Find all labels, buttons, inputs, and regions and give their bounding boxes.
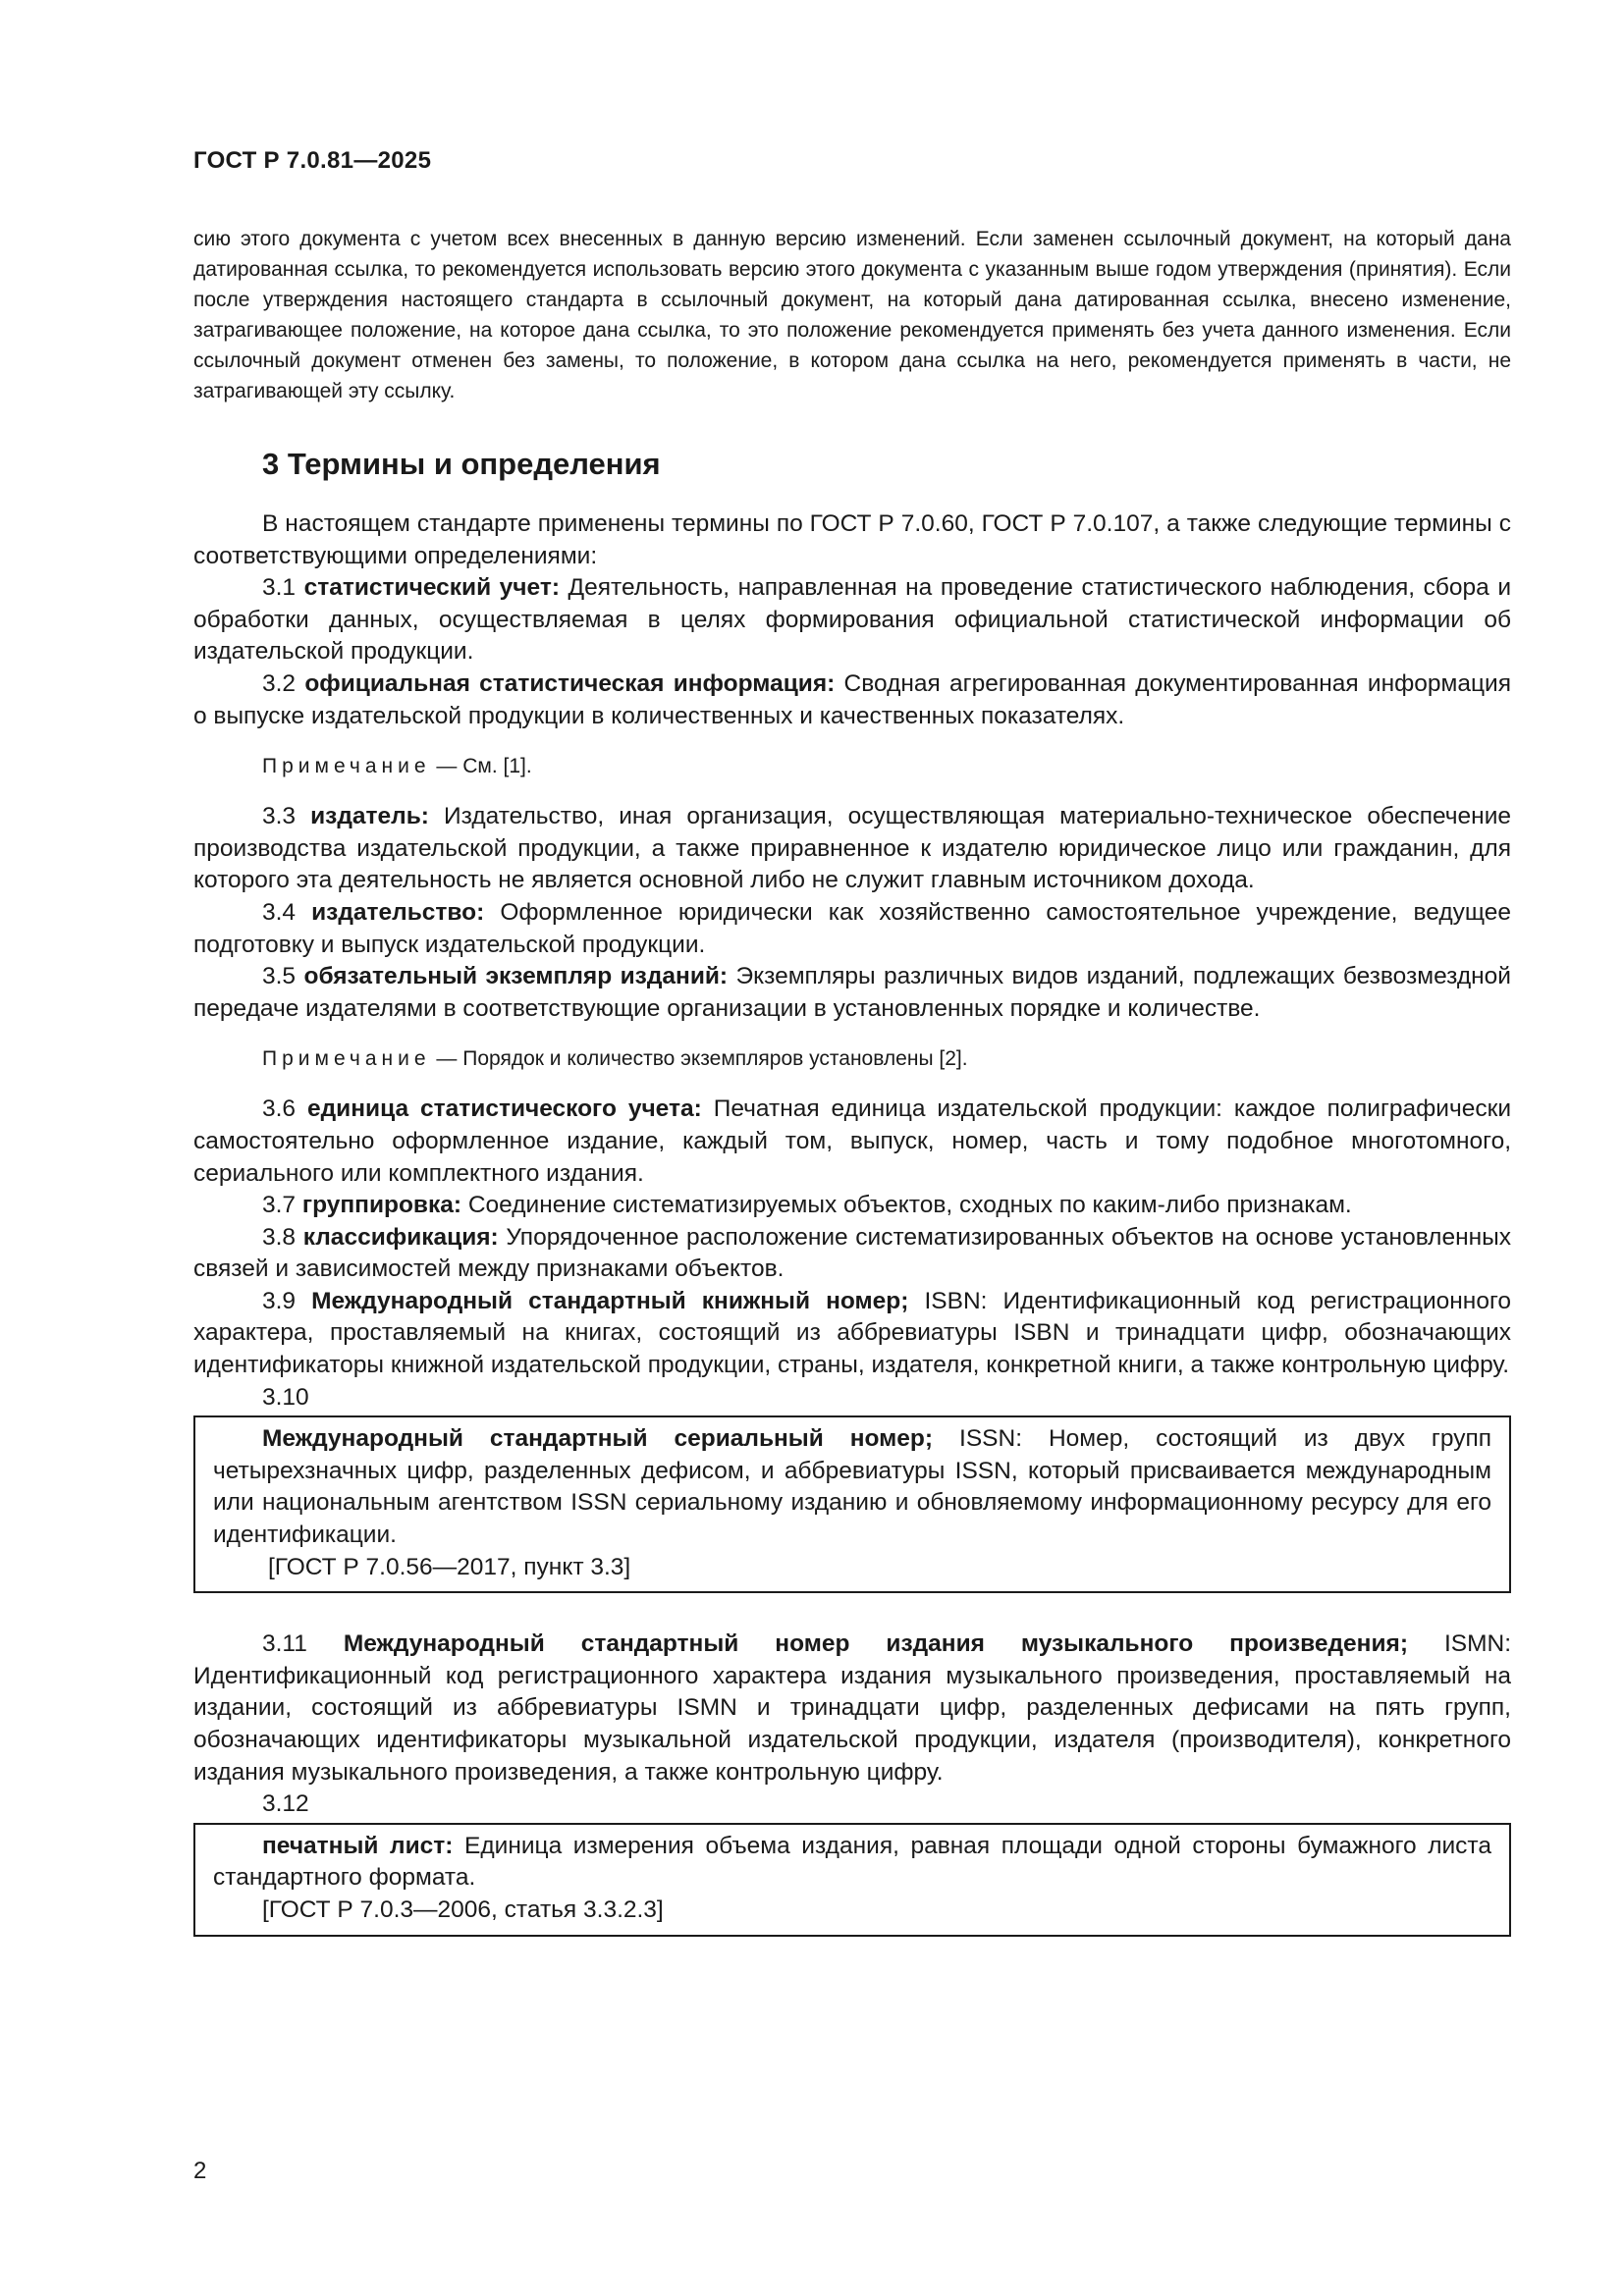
term-definition: Оформленное юридически как хозяйственно самостоятельное учреждение, ведущее подготовку и выпуск издательской продукции. — [193, 898, 1512, 958]
term-3-11 — [193, 1629, 1511, 1789]
term-3-10 — [213, 1423, 1491, 1551]
term-definition: Экземпляры различных видов изданий, подлежащих безвозмездной передаче издателями в соответствующие организации в установленных порядке и количестве. — [193, 963, 1511, 1022]
term-3-10-box — [193, 1415, 1511, 1593]
term-3-5 — [193, 961, 1511, 1025]
term-source: [ГОСТ Р 7.0.56—2017, пункт 3.3] — [268, 1553, 631, 1580]
term-3-6 — [193, 1094, 1511, 1190]
term-source: [ГОСТ Р 7.0.3—2006, статья 3.3.2.3] — [262, 1896, 664, 1923]
term-number: 3.11 — [262, 1630, 307, 1658]
term-number: 3.5 — [262, 963, 297, 990]
term-definition: Соединение систематизируемых объектов, сходных по каким-либо признакам. — [467, 1192, 1352, 1219]
page-number: 2 — [193, 2158, 207, 2184]
note-3-2 — [193, 752, 1511, 781]
term-3-4 — [193, 897, 1511, 961]
term-name: Международный стандартный книжный номер; — [311, 1287, 909, 1314]
term-name: издательство: — [311, 898, 485, 926]
term-definition: ISBN: Идентификационный код регистрационного характера, проставляемый на книгах, состоящий из аббревиатуры ISBN и тринадцати цифр, обозначающих идентификаторы книжной издательской продукции, страны, издателя, конкретной книги, а также контрольную цифру. — [193, 1287, 1511, 1379]
section-body — [193, 508, 1511, 1937]
term-3-12-number: 3.12 — [262, 1790, 309, 1818]
term-name: классификация: — [302, 1223, 499, 1251]
term-3-1 — [193, 572, 1511, 668]
note-3-5 — [193, 1044, 1511, 1074]
note-text: — См. [1]. — [436, 755, 532, 778]
term-name: единица статистического учета: — [307, 1095, 702, 1123]
term-number: 3.7 — [262, 1192, 297, 1219]
term-3-9 — [193, 1286, 1511, 1382]
term-3-12-box — [193, 1823, 1511, 1937]
term-number: 3.1 — [262, 574, 297, 602]
term-number: 3.3 — [262, 803, 297, 830]
term-3-7 — [193, 1190, 1511, 1222]
document-code: ГОСТ Р 7.0.81—2025 — [193, 147, 432, 174]
note-text: — Порядок и количество экземпляров установлены [2]. — [436, 1047, 968, 1071]
term-definition: Единица измерения объема издания, равная площади одной стороны бумажного листа стандартного формата. — [213, 1832, 1491, 1892]
term-number: 3.2 — [262, 669, 297, 697]
document-page — [193, 0, 1511, 2296]
term-definition: ISMN: Идентификационный код регистрационного характера издания музыкального произведения, проставляемый на издании, состоящий из аббревиатуры ISMN и тринадцати цифр, разделенных дефисами на пять групп, обозначающих идентификаторы музыкальной издательской продукции, издателя (производителя), конкретного издания музыкального произведения, а также контрольную цифру. — [193, 1630, 1512, 1786]
term-3-12 — [213, 1831, 1491, 1895]
term-number: 3.8 — [262, 1223, 297, 1251]
term-name: издатель: — [310, 803, 429, 830]
term-name: группировка: — [301, 1192, 462, 1219]
term-3-2 — [193, 668, 1511, 732]
note-label: Примечание — [262, 1047, 431, 1071]
section-lead: В настоящем стандарте применены термины по ГОСТ Р 7.0.60, ГОСТ Р 7.0.107, а также следующие термины с соответствующими определениями: — [193, 510, 1511, 569]
term-3-8 — [193, 1222, 1511, 1286]
term-definition: ISSN: Номер, состоящий из двух групп четырехзначных цифр, разделенных дефисом, и аббревиатуры ISSN, который присваивается международным или национальным агентством ISSN сериальному изданию и обновляемому информационному ресурсу для его идентификации. — [213, 1425, 1492, 1549]
section-title: 3 Термины и определения — [262, 447, 661, 481]
term-name: обязательный экземпляр изданий: — [303, 963, 729, 990]
term-definition: Упорядоченное расположение систематизированных объектов на основе установленных связей и зависимостей между признаками объектов. — [193, 1223, 1511, 1283]
term-number: 3.6 — [262, 1095, 297, 1123]
intro-paragraph: сию этого документа с учетом всех внесенных в данную версию изменений. Если заменен ссылочный документ, на который дана датированная ссылка, то рекомендуется использовать версию этого документа с указанным выше годом утверждения (принятия). Если после утверждения настоящего стандарта в ссылочный документ, на который дана датированная ссылка, внесено изменение, затрагивающее положение, на которое дана ссылка, то это положение рекомендуется применять без учета данного изменения. Если ссылочный документ отменен без замены, то положение, в котором дана ссылка на него, рекомендуется применять в части, не затрагивающей эту ссылку. — [193, 228, 1511, 402]
term-number: 3.9 — [262, 1287, 297, 1314]
term-number: 3.4 — [262, 898, 297, 926]
term-definition: Издательство, иная организация, осуществляющая материально-техническое обеспечение производства издательской продукции, а также приравненное к издателю юридическое лицо или гражданин, для которого эта деятельность не является основной либо не служит главным источником дохода. — [193, 803, 1512, 894]
term-definition: Печатная единица издательской продукции: каждое полиграфически самостоятельно оформленное издание, каждый том, выпуск, номер, часть и тому подобное многотомного, сериального или комплектного издания. — [193, 1095, 1512, 1187]
term-name: статистический учет: — [303, 574, 560, 602]
term-definition: Сводная агрегированная документированная информация о выпуске издательской продукции в количественных и качественных показателях. — [193, 669, 1511, 729]
term-name: печатный лист: — [262, 1832, 454, 1859]
term-name: Международный стандартный сериальный номер; — [262, 1425, 934, 1453]
term-name: официальная статистическая информация: — [304, 669, 836, 697]
term-name: Международный стандартный номер издания музыкального произведения; — [343, 1630, 1408, 1658]
term-3-3 — [193, 801, 1511, 897]
term-3-10-number: 3.10 — [262, 1383, 309, 1411]
term-definition: Деятельность, направленная на проведение статистического наблюдения, сбора и обработки данных, осуществляемая в целях формирования официальной статистической информации об издательской продукции. — [193, 574, 1511, 666]
note-label: Примечание — [262, 755, 431, 778]
